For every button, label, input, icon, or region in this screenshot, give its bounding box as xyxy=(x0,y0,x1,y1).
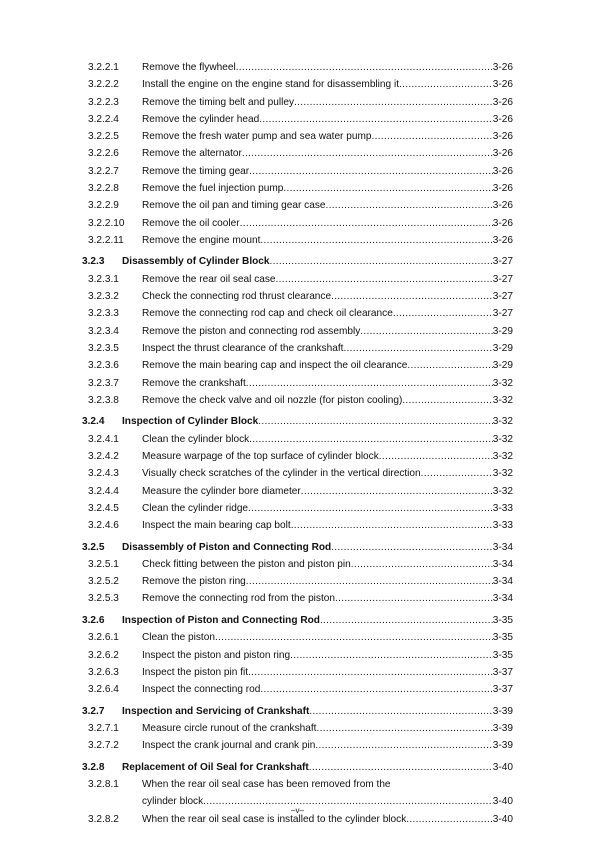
dot-leader xyxy=(236,59,493,76)
dot-leader xyxy=(283,180,492,197)
toc-entry-title: Inspect the crank journal and crank pin xyxy=(142,740,316,752)
toc-entry-number: 3.2.7.2 xyxy=(88,740,119,752)
toc-entry-line xyxy=(122,413,513,430)
dot-leader xyxy=(421,465,493,482)
toc-entry-number: 3.2.8.1 xyxy=(88,779,119,790)
toc-entry-line xyxy=(142,128,513,145)
toc-section-heading[interactable] xyxy=(0,612,595,629)
toc-entry-line xyxy=(142,357,513,374)
toc-entry[interactable] xyxy=(0,180,595,197)
toc-entry-line xyxy=(142,647,513,664)
toc-entry-number: 3.2.4.4 xyxy=(88,485,119,497)
toc-entry-line xyxy=(142,215,513,232)
toc-entry-number: 3.2.6.2 xyxy=(88,649,119,661)
toc-entry-number: 3.2.2.3 xyxy=(88,96,119,108)
toc-entry-title: Remove the main bearing cap and inspect the oil clearance xyxy=(142,360,408,372)
toc-entry-page: 3-29 xyxy=(492,360,513,372)
toc-entry[interactable] xyxy=(0,647,595,664)
toc-entry[interactable] xyxy=(0,664,595,681)
dot-leader xyxy=(249,431,493,448)
toc-entry-title: Remove the timing belt and pulley xyxy=(142,96,295,108)
toc-section-heading[interactable] xyxy=(0,253,595,270)
toc-entry-line xyxy=(142,145,513,162)
toc-entry-title: When the rear oil seal case has been removed from the xyxy=(142,779,391,790)
toc-entry-page: 3-26 xyxy=(492,183,513,195)
toc-entry[interactable] xyxy=(0,681,595,698)
toc-entry-line xyxy=(142,94,513,111)
dot-leader xyxy=(260,232,492,249)
toc-entry-title: Inspection of Piston and Connecting Rod xyxy=(122,614,320,626)
toc-entry-number: 3.2.6 xyxy=(82,614,105,626)
toc-entry-number: 3.2.5.3 xyxy=(88,593,119,605)
toc-entry-line xyxy=(142,288,513,305)
dot-leader xyxy=(215,629,493,646)
toc-entry-line xyxy=(142,556,513,573)
toc-entry-line xyxy=(142,720,513,737)
toc-entry-page: 3-33 xyxy=(492,520,513,532)
toc-entry-title: Measure the cylinder bore diameter xyxy=(142,485,301,497)
toc-entry[interactable] xyxy=(0,556,595,573)
page-number: –v– xyxy=(291,806,304,815)
toc-entry-number: 3.2.2.10 xyxy=(88,217,125,229)
toc-entry-page: 3-32 xyxy=(492,433,513,445)
toc-entry-page: 3-26 xyxy=(492,234,513,246)
toc-entry-page: 3-26 xyxy=(492,148,513,160)
toc-entry-title: Remove the engine mount xyxy=(142,234,261,246)
toc-entry-title: Remove the cylinder head xyxy=(142,113,260,125)
toc-entry-number: 3.2.3.5 xyxy=(88,342,119,354)
toc-entry-page: 3-26 xyxy=(492,200,513,212)
toc-entry[interactable] xyxy=(0,500,595,517)
toc-entry[interactable] xyxy=(0,215,595,232)
dot-leader xyxy=(315,737,492,754)
toc-entry-line xyxy=(142,271,513,288)
toc-entry[interactable] xyxy=(0,197,595,214)
dot-leader xyxy=(343,340,492,357)
toc-entry-number: 3.2.6.4 xyxy=(88,684,119,696)
dot-leader xyxy=(320,612,493,629)
toc-entry-title: Measure warpage of the top surface of cylinder block xyxy=(142,450,379,462)
toc-entry-page: 3-37 xyxy=(492,666,513,678)
toc-entry-line xyxy=(142,323,513,340)
toc-entry-page: 3-34 xyxy=(492,576,513,588)
toc-section-heading[interactable] xyxy=(0,539,595,556)
dot-leader xyxy=(248,500,493,517)
toc-entry[interactable] xyxy=(0,145,595,162)
toc-entry-title: Clean the piston xyxy=(142,632,215,644)
toc-entry-line xyxy=(142,111,513,128)
toc-entry-number: 3.2.2.9 xyxy=(88,200,119,212)
toc-entry-title: Inspect the connecting rod xyxy=(142,684,261,696)
toc-entry-page: 3-40 xyxy=(492,796,513,808)
toc-entry-title: Install the engine on the engine stand for disassembling it xyxy=(142,79,399,91)
toc-entry-number: 3.2.2.7 xyxy=(88,165,119,177)
toc-entry[interactable] xyxy=(0,111,595,128)
dot-leader xyxy=(402,392,492,409)
toc-entry-line xyxy=(122,703,513,720)
toc-entry-number: 3.2.2.6 xyxy=(88,148,119,160)
dot-leader xyxy=(248,664,493,681)
toc-entry[interactable] xyxy=(0,59,595,76)
dot-leader xyxy=(290,647,493,664)
dot-leader xyxy=(393,305,493,322)
toc-entry-number: 3.2.4.2 xyxy=(88,450,119,462)
toc-entry[interactable] xyxy=(0,94,595,111)
dot-leader xyxy=(291,517,493,534)
toc-entry-title-continued: cylinder block xyxy=(142,796,204,808)
dot-leader xyxy=(407,357,492,374)
toc-entry-page: 3-32 xyxy=(492,416,513,428)
toc-entry-number: 3.2.4.3 xyxy=(88,468,119,480)
dot-leader xyxy=(335,590,493,607)
toc-entry-line xyxy=(142,59,513,76)
toc-entry-page: 3-29 xyxy=(492,342,513,354)
dot-leader xyxy=(260,681,492,698)
toc-entry-number: 3.2.2.4 xyxy=(88,113,119,125)
toc-entry-title: Check the connecting rod thrust clearance xyxy=(142,291,332,303)
toc-entry-title: Remove the connecting rod cap and check oil clearance xyxy=(142,308,393,320)
toc-entry-title: Inspection of Cylinder Block xyxy=(122,416,259,428)
dot-leader xyxy=(270,253,493,270)
toc-entry-title: Inspection and Servicing of Crankshaft xyxy=(122,705,310,717)
toc-entry-number: 3.2.3.3 xyxy=(88,308,119,320)
toc-entry-line xyxy=(142,163,513,180)
toc-entry-line xyxy=(142,180,513,197)
toc-entry-page: 3-27 xyxy=(492,256,513,268)
toc-entry-line xyxy=(142,375,513,392)
dot-leader xyxy=(309,703,492,720)
toc-entry-number: 3.2.5 xyxy=(82,541,105,553)
dot-leader xyxy=(246,375,493,392)
toc-entry-line xyxy=(142,776,513,793)
toc-entry-title: Measure circle runout of the crankshaft xyxy=(142,722,317,734)
toc-entry[interactable] xyxy=(0,629,595,646)
toc-entry-number: 3.2.6.3 xyxy=(88,666,119,678)
toc-entry-line xyxy=(122,612,513,629)
toc-section-heading[interactable] xyxy=(0,413,595,430)
toc-entry-number: 3.2.7.1 xyxy=(88,722,119,734)
toc-entry-line xyxy=(142,465,513,482)
dot-leader xyxy=(246,573,493,590)
toc-entry-title: Check fitting between the piston and piston pin xyxy=(142,558,351,570)
toc-entry-number: 3.2.8.2 xyxy=(88,813,119,825)
toc-entry-number: 3.2.7 xyxy=(82,705,105,717)
toc-entry[interactable] xyxy=(0,323,595,340)
toc-entry-number: 3.2.2.2 xyxy=(88,79,119,91)
toc-entry-title: Clean the cylinder ridge xyxy=(142,502,249,514)
toc-entry-page: 3-26 xyxy=(492,165,513,177)
toc-entry-number: 3.2.4.1 xyxy=(88,433,119,445)
toc-entry-line xyxy=(142,305,513,322)
dot-leader xyxy=(294,94,493,111)
toc-entry-page: 3-27 xyxy=(492,308,513,320)
toc-entry[interactable] xyxy=(0,483,595,500)
toc-entry-page: 3-35 xyxy=(492,649,513,661)
toc-entry-line xyxy=(142,483,513,500)
toc-entry-page: 3-27 xyxy=(492,273,513,285)
toc-entry-line xyxy=(142,392,513,409)
toc-entry-line xyxy=(142,573,513,590)
toc-entry[interactable] xyxy=(0,357,595,374)
toc-entry-page: 3-26 xyxy=(492,79,513,91)
toc-entry-number: 3.2.4.6 xyxy=(88,520,119,532)
toc-entry[interactable] xyxy=(0,737,595,754)
toc-entry-number: 3.2.5.2 xyxy=(88,576,119,588)
toc-entry-title: Remove the fuel injection pump xyxy=(142,183,284,195)
toc-entry[interactable] xyxy=(0,590,595,607)
toc-entry-line xyxy=(122,253,513,270)
toc-entry-number: 3.2.3.4 xyxy=(88,325,119,337)
toc-entry[interactable] xyxy=(0,573,595,590)
toc-entry-number: 3.2.8 xyxy=(82,761,105,773)
dot-leader xyxy=(331,539,493,556)
dot-leader xyxy=(331,288,493,305)
toc-entry[interactable] xyxy=(0,232,595,249)
toc-entry-page: 3-35 xyxy=(492,614,513,626)
dot-leader xyxy=(301,483,493,500)
toc-entry-number: 3.2.2.8 xyxy=(88,183,119,195)
toc-entry[interactable] xyxy=(0,448,595,465)
toc-entry-line xyxy=(142,431,513,448)
toc-entry-line xyxy=(142,500,513,517)
toc-entry-line xyxy=(142,629,513,646)
dot-leader xyxy=(240,215,493,232)
dot-leader xyxy=(258,413,493,430)
toc-entry-title: Clean the cylinder block xyxy=(142,433,250,445)
toc-entry-number: 3.2.3.6 xyxy=(88,360,119,372)
toc-entry-page: 3-27 xyxy=(492,291,513,303)
toc-entry-number: 3.2.3.1 xyxy=(88,273,119,285)
toc-entry-title: Inspect the thrust clearance of the crankshaft xyxy=(142,342,344,354)
toc-entry-page: 3-40 xyxy=(492,813,513,825)
toc-entry[interactable] xyxy=(0,392,595,409)
toc-entry-number: 3.2.6.1 xyxy=(88,632,119,644)
toc-entry[interactable] xyxy=(0,305,595,322)
toc-entry[interactable] xyxy=(0,271,595,288)
toc-entry-title: Remove the fresh water pump and sea water pump xyxy=(142,131,372,143)
toc-entry-page: 3-37 xyxy=(492,684,513,696)
toc-entry-page: 3-32 xyxy=(492,377,513,389)
toc-entry-line xyxy=(142,664,513,681)
toc-entry[interactable] xyxy=(0,720,595,737)
toc-entry-title: Remove the crankshaft xyxy=(142,377,246,389)
toc-entry-title: Remove the check valve and oil nozzle (for piston cooling) xyxy=(142,394,403,406)
toc-entry-page: 3-26 xyxy=(492,131,513,143)
toc-entry-title: Replacement of Oil Seal for Crankshaft xyxy=(122,761,309,773)
toc-entry[interactable] xyxy=(0,375,595,392)
toc-entry-page: 3-32 xyxy=(492,468,513,480)
toc-entry-line xyxy=(142,681,513,698)
dot-leader xyxy=(399,76,493,93)
toc-entry-title: Visually check scratches of the cylinder in the vertical direction xyxy=(142,468,421,480)
toc-entry-number: 3.2.3.7 xyxy=(88,377,119,389)
toc-entry-page: 3-39 xyxy=(492,722,513,734)
toc-entry[interactable] xyxy=(0,163,595,180)
toc-entry-line xyxy=(142,232,513,249)
toc-entry-title: Remove the alternator xyxy=(142,148,242,160)
toc-entry-line xyxy=(142,590,513,607)
toc-entry-title: Remove the connecting rod from the piston xyxy=(142,593,336,605)
toc-entry-page: 3-33 xyxy=(492,502,513,514)
dot-leader xyxy=(259,111,493,128)
toc-entry-title: Disassembly of Cylinder Block xyxy=(122,256,270,268)
dot-leader xyxy=(276,271,493,288)
dot-leader xyxy=(360,323,493,340)
toc-entry-number: 3.2.5.1 xyxy=(88,558,119,570)
toc-entry-line xyxy=(142,517,513,534)
toc-entry-line xyxy=(122,539,513,556)
dot-leader xyxy=(379,448,493,465)
toc-entry-page: 3-35 xyxy=(492,632,513,644)
toc-entry-line xyxy=(122,759,513,776)
toc-entry[interactable] xyxy=(0,340,595,357)
toc-entry-title: Inspect the piston pin fit xyxy=(142,666,249,678)
toc-entry-page: 3-39 xyxy=(492,705,513,717)
dot-leader xyxy=(249,163,493,180)
toc-entry-page: 3-26 xyxy=(492,96,513,108)
toc-entry-page: 3-34 xyxy=(492,541,513,553)
dot-leader xyxy=(242,145,493,162)
toc-entry-title: Remove the oil pan and timing gear case xyxy=(142,200,326,212)
toc-entry-number: 3.2.4.5 xyxy=(88,502,119,514)
dot-leader xyxy=(325,197,492,214)
toc-entry[interactable] xyxy=(0,517,595,534)
toc-entry-title: Remove the flywheel xyxy=(142,62,236,73)
toc-entry-number: 3.2.2.1 xyxy=(88,62,119,73)
toc-entry-title: Disassembly of Piston and Connecting Rod xyxy=(122,541,332,553)
toc-entry-title: Remove the oil cooler xyxy=(142,217,240,229)
toc-entry-title: Remove the piston ring xyxy=(142,576,246,588)
toc-section-heading[interactable] xyxy=(0,759,595,776)
toc-entry-line xyxy=(142,76,513,93)
toc-entry-line xyxy=(142,737,513,754)
dot-leader xyxy=(316,720,492,737)
toc-entry-title: Remove the timing gear xyxy=(142,165,250,177)
toc-entry-line xyxy=(142,197,513,214)
toc-entry-page: 3-32 xyxy=(492,485,513,497)
toc-entry-page: 3-26 xyxy=(492,113,513,125)
toc-entry-number: 3.2.3.2 xyxy=(88,291,119,303)
dot-leader xyxy=(351,556,493,573)
toc-entry-page: 3-29 xyxy=(492,325,513,337)
toc-entry[interactable] xyxy=(0,128,595,145)
toc-entry-page: 3-32 xyxy=(492,394,513,406)
toc-entry-page: 3-34 xyxy=(492,558,513,570)
toc-entry-line xyxy=(142,448,513,465)
toc-entry-title: Remove the rear oil seal case xyxy=(142,273,276,285)
toc-entry-page: 3-34 xyxy=(492,593,513,605)
toc-entry-number: 3.2.2.5 xyxy=(88,131,119,143)
toc-entry-number: 3.2.3 xyxy=(82,256,105,268)
toc-entry[interactable] xyxy=(0,76,595,93)
toc-entry-page: 3-40 xyxy=(492,761,513,773)
dot-leader xyxy=(309,759,493,776)
toc-entry[interactable] xyxy=(0,431,595,448)
toc-entry-page: 3-26 xyxy=(492,217,513,229)
toc-entry[interactable] xyxy=(0,465,595,482)
toc-entry-title: When the rear oil seal case is installed to the cylinder block xyxy=(142,813,407,825)
dot-leader xyxy=(371,128,492,145)
toc-entry-title: Remove the piston and connecting rod assembly xyxy=(142,325,361,337)
toc-entry-page: 3-32 xyxy=(492,450,513,462)
toc-section-heading[interactable] xyxy=(0,703,595,720)
toc-entry[interactable] xyxy=(0,776,595,793)
toc-entry-page: 3-26 xyxy=(492,62,513,73)
toc-entry-title: Inspect the piston and piston ring xyxy=(142,649,291,661)
toc-entry-title: Inspect the main bearing cap bolt xyxy=(142,520,291,532)
toc-entry-number: 3.2.3.8 xyxy=(88,394,119,406)
table-of-contents xyxy=(0,59,595,828)
toc-entry[interactable] xyxy=(0,288,595,305)
toc-entry-number: 3.2.4 xyxy=(82,416,105,428)
toc-entry-number: 3.2.2.11 xyxy=(88,234,124,246)
toc-entry-line xyxy=(142,340,513,357)
toc-entry-page: 3-39 xyxy=(492,740,513,752)
